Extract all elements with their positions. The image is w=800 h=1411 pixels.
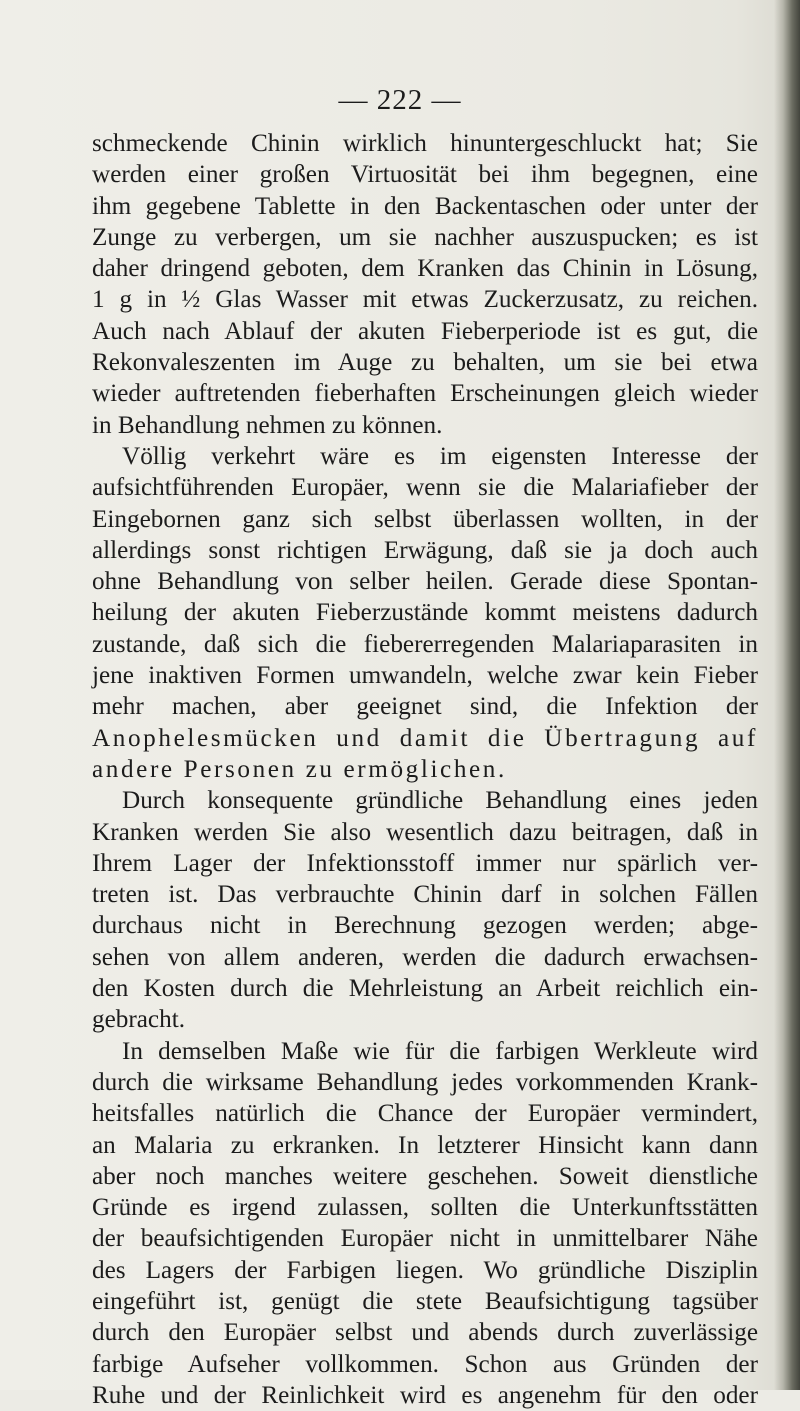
text-line: gebracht. (92, 1006, 186, 1034)
text-line: aber noch manches weitere geschehen. Soweit dienstliche (92, 1162, 758, 1190)
text-line: Durch konsequente gründliche Behandlung eines jeden (122, 787, 758, 815)
text-line-spaced: andere Personen zu ermöglichen. (92, 755, 507, 783)
text-line: in Behandlung nehmen zu können. (92, 411, 443, 439)
text-line: treten ist. Das verbrauchte Chinin darf in solchen Fällen (92, 881, 758, 909)
text-line: Auch nach Ablauf der akuten Fieberperiode ist es gut, die (92, 317, 758, 345)
text-line: durch den Europäer selbst und abends durch zuverlässige (92, 1319, 758, 1347)
text-line: Eingebornen ganz sich selbst überlassen wollten, in der (92, 505, 758, 533)
text-line: durchaus nicht in Berechnung gezogen werden; abge- (92, 912, 758, 940)
text-line: den Kosten durch die Mehrleistung an Arbeit reichlich ein- (92, 975, 758, 1003)
text-line: der beaufsichtigenden Europäer nicht in unmittelbarer Nähe (92, 1225, 758, 1253)
text-line: heitsfalles natürlich die Chance der Europäer vermindert, (92, 1100, 758, 1128)
text-line: eingeführt ist, genügt die stete Beaufsichtigung tagsüber (92, 1287, 758, 1315)
text-line: 1 g in ½ Glas Wasser mit etwas Zuckerzusatz, zu reichen. (92, 286, 758, 314)
text-line: Völlig verkehrt wäre es im eigensten Interesse der (122, 442, 758, 470)
text-line: In demselben Maße wie für die farbigen Werkleute wird (122, 1037, 758, 1065)
text-line: ohne Behandlung von selber heilen. Gerade diese Spontan- (92, 568, 758, 596)
paragraph-4 (92, 1036, 758, 1411)
text-line: Kranken werden Sie also wesentlich dazu beitragen, daß in (92, 818, 758, 846)
text-line: werden einer großen Virtuosität bei ihm begegnen, eine (92, 161, 758, 189)
text-line: farbige Aufseher vollkommen. Schon aus Gründen der (92, 1350, 758, 1378)
text-line: aufsichtführenden Europäer, wenn sie die Malariafieber der (92, 474, 758, 502)
text-line: jene inaktiven Formen umwandeln, welche zwar kein Fieber (92, 662, 758, 690)
text-line: Rekonvaleszenten im Auge zu behalten, um sie bei etwa (92, 349, 758, 377)
text-line: ihm gegebene Tablette in den Backentaschen oder unter der (92, 192, 758, 220)
text-line: durch die wirksame Behandlung jedes vorkommenden Krank- (92, 1068, 758, 1096)
paragraph-2 (92, 441, 758, 785)
text-line-spaced: Anophelesmücken und damit die Übertragung auf (92, 724, 758, 752)
page-number: — 222 — (338, 84, 462, 116)
text-line: daher dringend geboten, dem Kranken das Chinin in Lösung, (92, 255, 758, 283)
paragraph-3 (92, 785, 758, 1035)
page-edge-shadow (774, 0, 800, 1390)
text-line: Zunge zu verbergen, um sie nachher auszuspucken; es ist (92, 223, 758, 251)
body-text (92, 128, 758, 1411)
text-line: Ihrem Lager der Infektionsstoff immer nur spärlich ver- (92, 849, 758, 877)
text-line: sehen von allem anderen, werden die dadurch erwachsen- (92, 943, 758, 971)
text-line: heilung der akuten Fieberzustände kommt meistens dadurch (92, 599, 758, 627)
text-line: mehr machen, aber geeignet sind, die Infektion der (92, 693, 758, 721)
text-line: an Malaria zu erkranken. In letzterer Hinsicht kann dann (92, 1131, 758, 1159)
text-line: wieder auftretenden fieberhaften Erscheinungen gleich wieder (92, 380, 758, 408)
text-line: des Lagers der Farbigen liegen. Wo gründliche Disziplin (92, 1256, 758, 1284)
text-line: schmeckende Chinin wirklich hinuntergeschluckt hat; Sie (92, 130, 758, 157)
paragraph-1 (92, 128, 758, 441)
text-line: Gründe es irgend zulassen, sollten die Unterkunftsstätten (92, 1194, 758, 1222)
text-line: Ruhe und der Reinlichkeit wird es angenehm für den oder (92, 1381, 758, 1409)
text-line: zustande, daß sich die fiebererregenden Malariaparasiten in (92, 630, 758, 658)
text-line: allerdings sonst richtigen Erwägung, daß sie ja doch auch (92, 536, 758, 564)
